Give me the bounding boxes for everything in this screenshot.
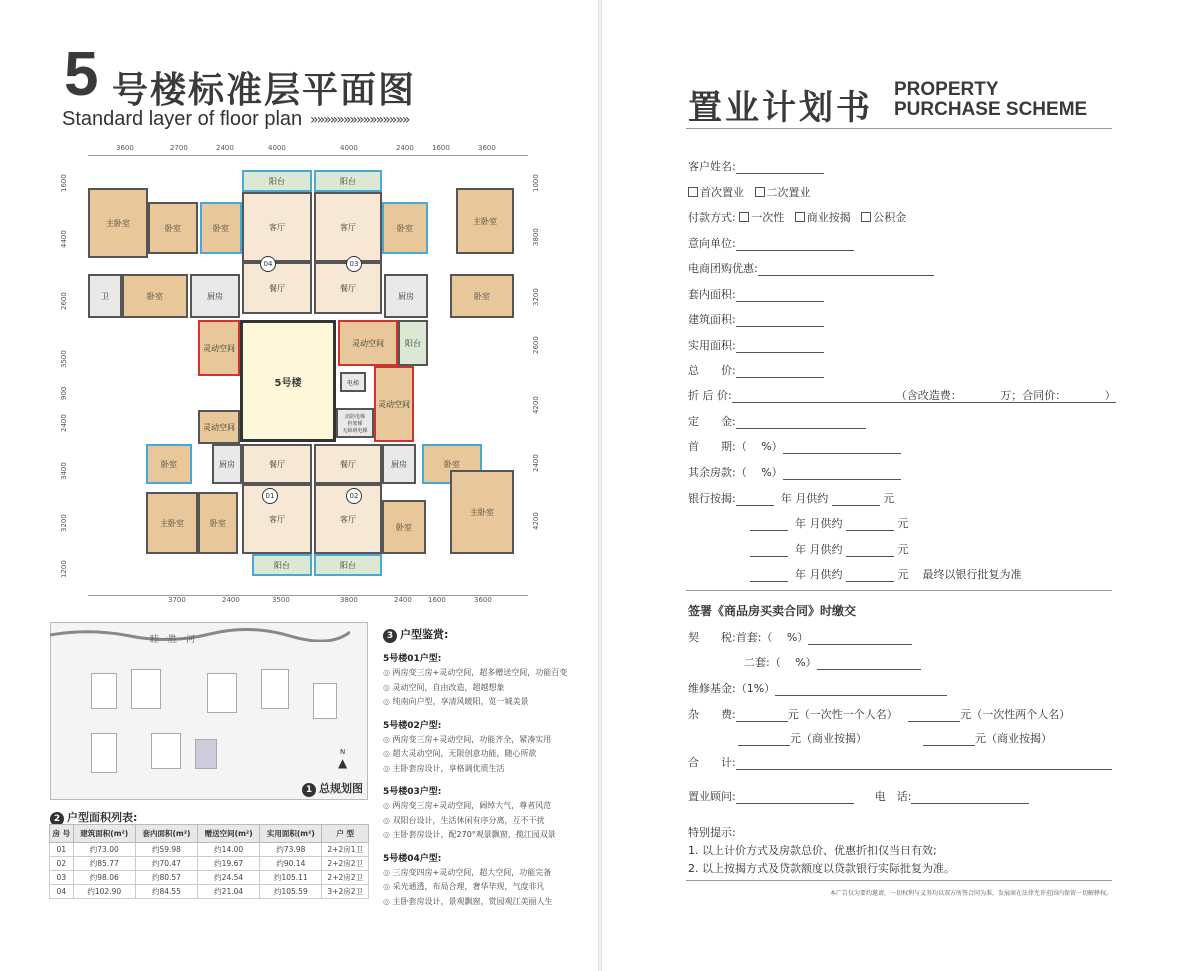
inline-label: 二套:（ %） [744,656,817,669]
col-header: 户 型 [322,825,369,843]
first-purchase-checkbox[interactable] [688,187,698,197]
flex-space-03: 灵动空间 [338,320,398,366]
feature-point: ◎ 两房变三房+灵动空间，超多赠送空间，功能百变 [383,666,583,681]
floor-plan [58,140,540,610]
river-line [50,628,350,642]
inline-label: 元 [897,517,909,530]
feature-point: ◎ 双阳台设计，生活休闲有序分离，互不干扰 [383,814,583,829]
cell: 约84.55 [135,885,197,899]
page-subtitle: Standard layer of floor plan [62,108,303,130]
monthly-field[interactable] [846,519,894,531]
monthly-field[interactable] [846,570,894,582]
review-title [383,626,583,643]
dim: 2700 [170,144,188,152]
ecom-row [688,260,934,276]
unit-heading: 5号楼01户型: [383,654,442,664]
bedroom-03b: 卧室 [450,274,514,318]
field-label: 电商团购优惠: [688,262,758,275]
field-label: 实用面积: [688,339,736,352]
cell: 约21.04 [198,885,260,899]
misc-fee-field[interactable] [923,734,975,746]
bedroom-04a: 卧室 [148,202,198,254]
river-label: 睦一胜一河 [150,635,196,645]
cell: 04 [50,885,74,899]
dim: 1600 [432,144,450,152]
cell: 约19.67 [198,857,260,871]
cell: 2+2房1卫 [322,843,369,857]
dining-room-02: 餐厅 [314,444,382,484]
dim: 3500 [60,350,68,368]
field-label: 付款方式: [688,211,736,224]
deposit-row [688,413,866,429]
site-plan-label [302,780,363,797]
building-block [91,733,117,773]
feature-point: ◎ 两房变三房+灵动空间，阔绰大气，尊者风范 [383,799,583,814]
advisor-field[interactable] [736,792,854,804]
build-area-row [688,311,824,327]
cell: 约85.77 [73,857,135,871]
sum-row [688,754,1112,770]
field-label: 维修基金:（1%） [688,682,776,695]
cell: 约24.54 [198,871,260,885]
field-label: 折 后 价: [688,389,732,402]
bedroom-02b: 卧室 [382,500,426,554]
col-header: 赠送空间(m²) [198,825,260,843]
master-bedroom-02: 主卧室 [450,470,514,554]
tip-2: 2. 以上按揭方式及贷款额度以贷款银行实际批复为准。 [688,862,955,875]
col-header: 房 号 [50,825,74,843]
mortgage-row-1 [688,490,894,506]
inline-label: 元 [897,568,909,581]
ecom-discount-field[interactable] [758,264,934,276]
dim: 1600 [60,174,68,192]
discount-row [688,387,1116,403]
intended-unit-field[interactable] [736,239,854,251]
col-header: 建筑面积(m²) [73,825,135,843]
useful-area-field[interactable] [736,341,824,353]
elevator: 电梯 [340,372,366,392]
flex-space-01: 灵动空间 [198,410,240,444]
feature-point: ◎ 两房变三房+灵动空间，功能齐全，紧凑实用 [383,733,583,748]
cell: 约73.98 [260,843,322,857]
feature-point: ◎ 采光通透，布局合理，奢华毕现，气度非凡 [383,880,583,895]
dim: 4200 [532,512,540,530]
dim: 3200 [60,514,68,532]
dim: 2400 [60,414,68,432]
inline-label: 元 [897,543,909,556]
building-block [151,733,181,769]
inline-label: 年 月供约 [780,492,829,505]
inner-area-field[interactable] [736,290,824,302]
option-label: 商业按揭 [806,211,851,224]
deed-tax-second-field[interactable] [817,658,921,670]
dim: 2600 [532,336,540,354]
dim: 3700 [168,596,186,604]
tip-1: 1. 以上计价方式及房款总价、优惠折扣仅当日有效; [688,844,937,857]
section-number: 1 [302,783,316,797]
dimension-top [88,144,528,158]
balcony-04: 阳台 [242,170,312,192]
living-room-04: 客厅 [242,192,312,262]
master-bedroom-03: 主卧室 [456,188,514,254]
form-title: 置业计划书 [688,88,873,128]
down-payment-row [688,438,901,454]
customer-row [688,158,824,174]
inline-label: 年 月供约 [795,517,843,530]
years-field[interactable] [750,545,788,557]
years-field[interactable] [736,494,774,506]
bedroom-02a: 卧室 [422,444,482,484]
section-title: 户型面积列表: [67,811,138,824]
field-label: 建筑面积: [688,313,736,326]
kitchen-01: 厨房 [212,444,242,484]
flex-space-04: 灵动空间 [198,320,240,376]
title-en-line2: PURCHASE SCHEME [894,99,1088,120]
unit-row [688,235,854,251]
unit-review [383,626,583,909]
dim: 2400 [216,144,234,152]
feature-point: ◎ 三房变四房+灵动空间，超大空间，功能完备 [383,866,583,881]
misc-fee-field[interactable] [736,710,788,722]
table-row [50,857,369,871]
balcony-01: 阳台 [252,554,312,576]
cell: 约73.00 [73,843,135,857]
unit-label-03: 03 [346,256,362,272]
col-header: 实用面积(m²) [260,825,322,843]
option-label: 首次置业 [700,186,744,199]
dim: 900 [60,386,68,400]
table-header-row [50,825,369,843]
inline-label: 年 月供约 [795,543,843,556]
feature-point: ◎ 灵动空间，自由改造，超越想象 [383,681,583,696]
bedroom-01b: 卧室 [198,492,238,554]
north-arrow-icon: N ▲ [338,748,348,770]
dimension-left [60,170,74,590]
pay-mortgage-checkbox[interactable] [795,212,805,222]
mortgage-row-2 [750,515,909,531]
field-label: 客户姓名: [688,160,736,173]
monthly-field[interactable] [832,494,880,506]
form-title-en [894,80,1087,120]
table-row [50,871,369,885]
field-label: 置业顾问: [688,790,736,803]
bedroom-01a: 卧室 [146,444,192,484]
misc-row-1 [688,706,1070,722]
feature-point: ◎ 主卧套房设计，配270°观景飘窗，揽江园双景 [383,828,583,843]
years-field[interactable] [750,570,788,582]
master-bedroom-01: 主卧室 [146,492,198,554]
build-area-field[interactable] [736,315,824,327]
fund-row [688,680,947,696]
legal-footnote: 本广告仅为要约邀请，一切权利与义务均以双方所签合同为准，发展商在法律允许范围内保留一切解释权。 [830,890,1113,897]
unit-label-04: 04 [260,256,276,272]
total-price-field[interactable] [736,366,824,378]
balcony-03b: 阳台 [398,320,428,366]
field-label: 杂 费: [688,708,736,721]
option-label: 公积金 [873,211,907,224]
unit-heading: 5号楼04户型: [383,853,442,864]
balcony-02: 阳台 [314,554,382,576]
dim: 4000 [268,144,286,152]
table-row [50,843,369,857]
remaining-field[interactable] [783,468,901,480]
cell: 约59.98 [135,843,197,857]
kitchen-03: 厨房 [384,274,428,318]
bedroom-04b: 卧室 [200,202,242,254]
kitchen-04: 厨房 [190,274,240,318]
dim: 1000 [532,174,540,192]
divider [686,590,1112,591]
dim: 3800 [532,228,540,246]
cell: 约80.57 [135,871,197,885]
cell: 3+2房2卫 [322,885,369,899]
balcony-03: 阳台 [314,170,382,192]
building-number: 5 [64,40,99,109]
field-label: 首 期:（ %） [688,440,783,453]
building-block [207,673,237,713]
field-label: 银行按揭: [688,492,736,505]
cell: 03 [50,871,74,885]
divider [686,128,1112,129]
dining-room-03: 餐厅 [314,262,382,314]
bedroom-03a: 卧室 [382,202,428,254]
bank-note: 最终以银行批复为准 [922,568,1022,581]
north-label: N [339,748,346,756]
dim: 4200 [532,396,540,414]
tax-row-1 [688,629,912,645]
dim: 2400 [394,596,412,604]
site-plan [50,622,368,800]
total-row [688,362,824,378]
dim: 3400 [60,462,68,480]
useful-area-row [688,337,824,353]
mortgage-row-3 [750,541,909,557]
dim: 2400 [396,144,414,152]
inline-label: 元 [883,492,895,505]
field-label: 套内面积: [688,288,736,301]
cell: 02 [50,857,74,871]
remaining-row [688,464,901,480]
field-label: 合 计: [688,756,736,769]
table-row [50,885,369,899]
col-header: 套内面积(m²) [135,825,197,843]
field-label: 电 话: [874,790,912,803]
dimension-right [532,170,546,590]
second-purchase-checkbox[interactable] [755,187,765,197]
pay-fund-checkbox[interactable] [861,212,871,222]
fire-elevator: 消防电梯 担架梯 无障碍电梯 [336,408,374,438]
dim: 1200 [60,560,68,578]
field-label: 契 税: [688,631,736,644]
inline-label: 首套:（ %） [735,631,809,644]
dim: 1600 [428,596,446,604]
inline-label: 元（商业按揭） [790,732,867,745]
tips-heading: 特别提示: [688,826,736,839]
cell: 2+2房2卫 [322,871,369,885]
dim: 3600 [478,144,496,152]
cell: 约70.47 [135,857,197,871]
building-label: 5号楼 [274,377,302,389]
living-room-03: 客厅 [314,192,382,262]
unit-heading: 5号楼03户型: [383,787,442,797]
building-block [91,673,117,709]
mortgage-row-4 [750,566,1022,582]
stair-core [240,320,336,442]
cell: 约90.14 [260,857,322,871]
dim: 3600 [116,144,134,152]
section-number: 3 [383,629,397,643]
field-label: 总 价: [688,364,736,377]
bedroom-04c: 卧室 [122,274,188,318]
discount-note: （含改造费： 万；合同价： ） [895,389,1116,402]
years-field[interactable] [750,519,788,531]
feature-point: ◎ 主卧套房设计，享格调优质生活 [383,762,583,777]
dim: 2400 [222,596,240,604]
monthly-field[interactable] [846,545,894,557]
phone-field[interactable] [911,792,1029,804]
sign-heading: 签署《商品房买卖合同》时缴交 [688,604,857,618]
chevron-decoration: »»»»»»»»»»»»»»» [310,112,409,128]
unit-heading: 5号楼02户型: [383,720,442,731]
dim: 4400 [60,230,68,248]
cell: 01 [50,843,74,857]
pay-lump-checkbox[interactable] [739,212,749,222]
inline-label: 元（一次性一个人名） [787,708,898,721]
area-table [49,824,369,899]
building-block [261,669,289,709]
section-title: 户型鉴赏: [400,628,449,641]
deed-tax-first-field[interactable] [808,633,912,645]
bathroom-04: 卫 [88,274,122,318]
dim: 3600 [474,596,492,604]
field-label: 意向单位: [688,237,736,250]
cell: 2+2房2卫 [322,857,369,871]
master-bedroom-04: 主卧室 [88,188,148,258]
flex-space-02: 灵动空间 [374,366,414,442]
dim: 3800 [340,596,358,604]
section-title: 总规划图 [319,782,363,795]
inline-label: 元（一次性两个人名） [960,708,1071,721]
discount-price-field[interactable] [732,391,896,403]
advisor-row [688,788,1029,804]
page-title: 号楼标准层平面图 [112,70,417,111]
misc-fee-field[interactable] [738,734,790,746]
cell: 约105.59 [260,885,322,899]
field-label: 其余房款:（ %） [688,466,783,479]
misc-row-2 [738,730,1052,746]
dim: 4000 [340,144,358,152]
cell: 约14.00 [198,843,260,857]
unit-label-01: 01 [262,488,278,504]
dining-room-04: 餐厅 [242,262,312,314]
unit-label-02: 02 [346,488,362,504]
purchase-scheme-page [600,0,1200,971]
inline-label: 元（商业按揭） [974,732,1052,745]
down-payment-field[interactable] [783,442,901,454]
building-block [313,683,337,719]
dim: 3500 [272,596,290,604]
misc-fee-field[interactable] [908,710,960,722]
dim: 2400 [532,454,540,472]
dim: 2600 [60,292,68,310]
dimension-bottom [88,596,528,610]
option-label: 二次置业 [766,186,811,199]
kitchen-02: 厨房 [382,444,416,484]
purchase-type-row [688,184,811,200]
section-number: 2 [50,812,64,826]
living-room-01: 客厅 [242,484,312,554]
payment-row [688,209,906,225]
inner-area-row [688,286,824,302]
option-label: 一次性 [751,211,785,224]
tax-row-2 [744,654,921,670]
dim: 3200 [532,288,540,306]
building-block [131,669,161,709]
feature-point: ◎ 纯南向户型，享清风暖阳，览一城美景 [383,695,583,710]
field-label: 定 金: [688,415,736,428]
cell: 约105.11 [260,871,322,885]
deposit-field[interactable] [736,417,866,429]
cell: 约102.90 [73,885,135,899]
inline-label: 年 月供约 [795,568,843,581]
divider [686,880,1112,881]
sum-total-field[interactable] [736,758,1112,770]
customer-name-field[interactable] [736,162,824,174]
building-5-highlight [195,739,217,769]
title-en-line1: PROPERTY [894,79,999,100]
feature-point: ◎ 超大灵动空间，无限创意功能，随心所欲 [383,747,583,762]
living-room-02: 客厅 [314,484,382,554]
dining-room-01: 餐厅 [242,444,312,484]
feature-point: ◎ 主卧套房设计，景观飘窗，赏园观江美丽人生 [383,895,583,910]
maintenance-fund-field[interactable] [775,684,947,696]
cell: 约98.06 [73,871,135,885]
